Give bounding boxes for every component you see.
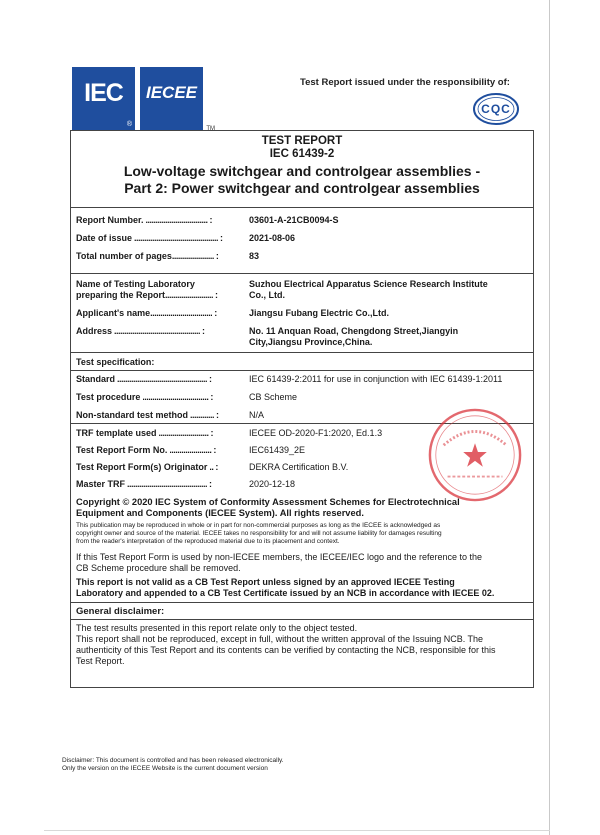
lab-value-line2: Co., Ltd. — [249, 290, 285, 300]
trf-form-no-value: IEC61439_2E — [249, 445, 306, 455]
trf-form-no-label: Test Report Form No. ..................... : — [76, 445, 216, 455]
report-number-label: Report Number. ............................... : — [76, 215, 213, 225]
test-procedure-value: CB Scheme — [249, 392, 298, 402]
validity-line2: Laboratory and appended to a CB Test Certificate issued by an NCB in accordance with IECEE 02. — [76, 588, 495, 598]
lab-label-line2: preparing the Report........................ : — [76, 290, 218, 300]
trf-originator-label: Test Report Form(s) Originator .. : — [76, 462, 218, 472]
copyright-line1: Copyright © 2020 IEC System of Conformity Assessment Schemes for Electrotechnical — [76, 497, 460, 507]
applicant-label: Applicant's name............................... : — [76, 308, 217, 318]
divider — [71, 370, 533, 371]
trf-template-value: IECEE OD-2020-F1:2020, Ed.1.3 — [249, 428, 383, 438]
page-footer — [62, 757, 284, 773]
standard-value: IEC 61439-2:2011 for use in conjunction with IEC 61439-1:2011 — [249, 374, 503, 384]
address-label: Address ........................................... : — [76, 326, 205, 336]
copyright-line2: Equipment and Components (IECEE System). All rights reserved. — [76, 508, 364, 518]
report-header — [71, 131, 533, 208]
iec-logo: IEC ® — [72, 67, 135, 130]
cqc-logo: CQC — [472, 92, 520, 126]
address-value-line2: City,Jiangsu Province,China. — [249, 337, 373, 347]
non-standard-label: Non-standard test method ............ : — [76, 410, 219, 420]
copyright-small-line3: from the reader's interpretation of the reproduced material due to its placement and context. — [76, 538, 340, 545]
master-trf-value: 2020-12-18 — [249, 479, 296, 489]
lab-label-line1: Name of Testing Laboratory — [76, 279, 195, 289]
master-trf-label: Master TRF ........................................ : — [76, 479, 212, 489]
date-of-issue-label: Date of issue .......................................... : — [76, 233, 223, 243]
disclaimer-line1: The test results presented in this report relate only to the object tested. — [76, 623, 358, 633]
disclaimer-line4: Test Report. — [76, 656, 125, 666]
responsibility-text: Test Report issued under the responsibility of: — [300, 77, 510, 88]
divider — [71, 619, 533, 620]
standard-title-line2: Part 2: Power switchgear and controlgear assemblies — [124, 180, 480, 196]
iecee-logo: IECEE TM — [140, 67, 203, 130]
divider — [71, 602, 533, 603]
laboratory-seal-stamp — [426, 406, 524, 504]
nonmember-line2: CB Scheme procedure shall be removed. — [76, 563, 241, 573]
report-title: TEST REPORT — [261, 135, 343, 147]
test-procedure-label: Test procedure ................................. : — [76, 392, 213, 402]
divider — [71, 273, 533, 274]
copyright-small-line2: copyright owner and source of the material. IECEE takes no responsibility for and will not assume liability for damages resulting — [76, 530, 442, 537]
page-edge-right — [549, 0, 550, 835]
total-pages-value: 83 — [249, 251, 260, 261]
test-spec-heading: Test specification: — [76, 357, 155, 367]
report-frame — [70, 130, 534, 688]
date-of-issue-value: 2021-08-06 — [249, 233, 296, 243]
validity-line1: This report is not valid as a CB Test Report unless signed by an approved IECEE Testing — [76, 577, 455, 587]
applicant-value: Jiangsu Fubang Electric Co.,Ltd. — [249, 308, 390, 318]
report-number-value: 03601-A-21CB0094-S — [249, 215, 339, 225]
footer-line1: Disclaimer: This document is controlled and has been released electronically. — [62, 757, 284, 764]
non-standard-value: N/A — [249, 410, 265, 420]
footer-line2: Only the version on the IECEE Website is the current document version — [62, 765, 268, 772]
page-edge-bottom — [44, 830, 550, 831]
standard-title-line1: Low-voltage switchgear and controlgear assemblies - — [123, 163, 481, 179]
disclaimer-line3: authenticity of this Test Report and its contents can be verified by contacting the NCB, responsible for this — [76, 645, 496, 655]
nonmember-line1: If this Test Report Form is used by non-IECEE members, the IECEE/IEC logo and the reference to the — [76, 552, 483, 562]
trf-template-label: TRF template used ......................... : — [76, 428, 214, 438]
copyright-small-line1: This publication may be reproduced in whole or in part for non-commercial purposes as long as the IECEE is acknowledged as — [76, 522, 441, 529]
divider — [71, 352, 533, 353]
disclaimer-line2: This report shall not be reproduced, except in full, without the written approval of the Issuing NCB. The — [76, 634, 484, 644]
lab-value-line1: Suzhou Electrical Apparatus Science Research Institute — [249, 279, 488, 289]
standard-number: IEC 61439-2 — [269, 148, 335, 160]
address-value-line1: No. 11 Anquan Road, Chengdong Street,Jiangyin — [249, 326, 459, 336]
trf-originator-value: DEKRA Certification B.V. — [249, 462, 349, 472]
standard-label: Standard ............................................. : — [76, 374, 212, 384]
disclaimer-heading: General disclaimer: — [76, 606, 165, 617]
total-pages-label: Total number of pages..................... : — [76, 251, 219, 261]
